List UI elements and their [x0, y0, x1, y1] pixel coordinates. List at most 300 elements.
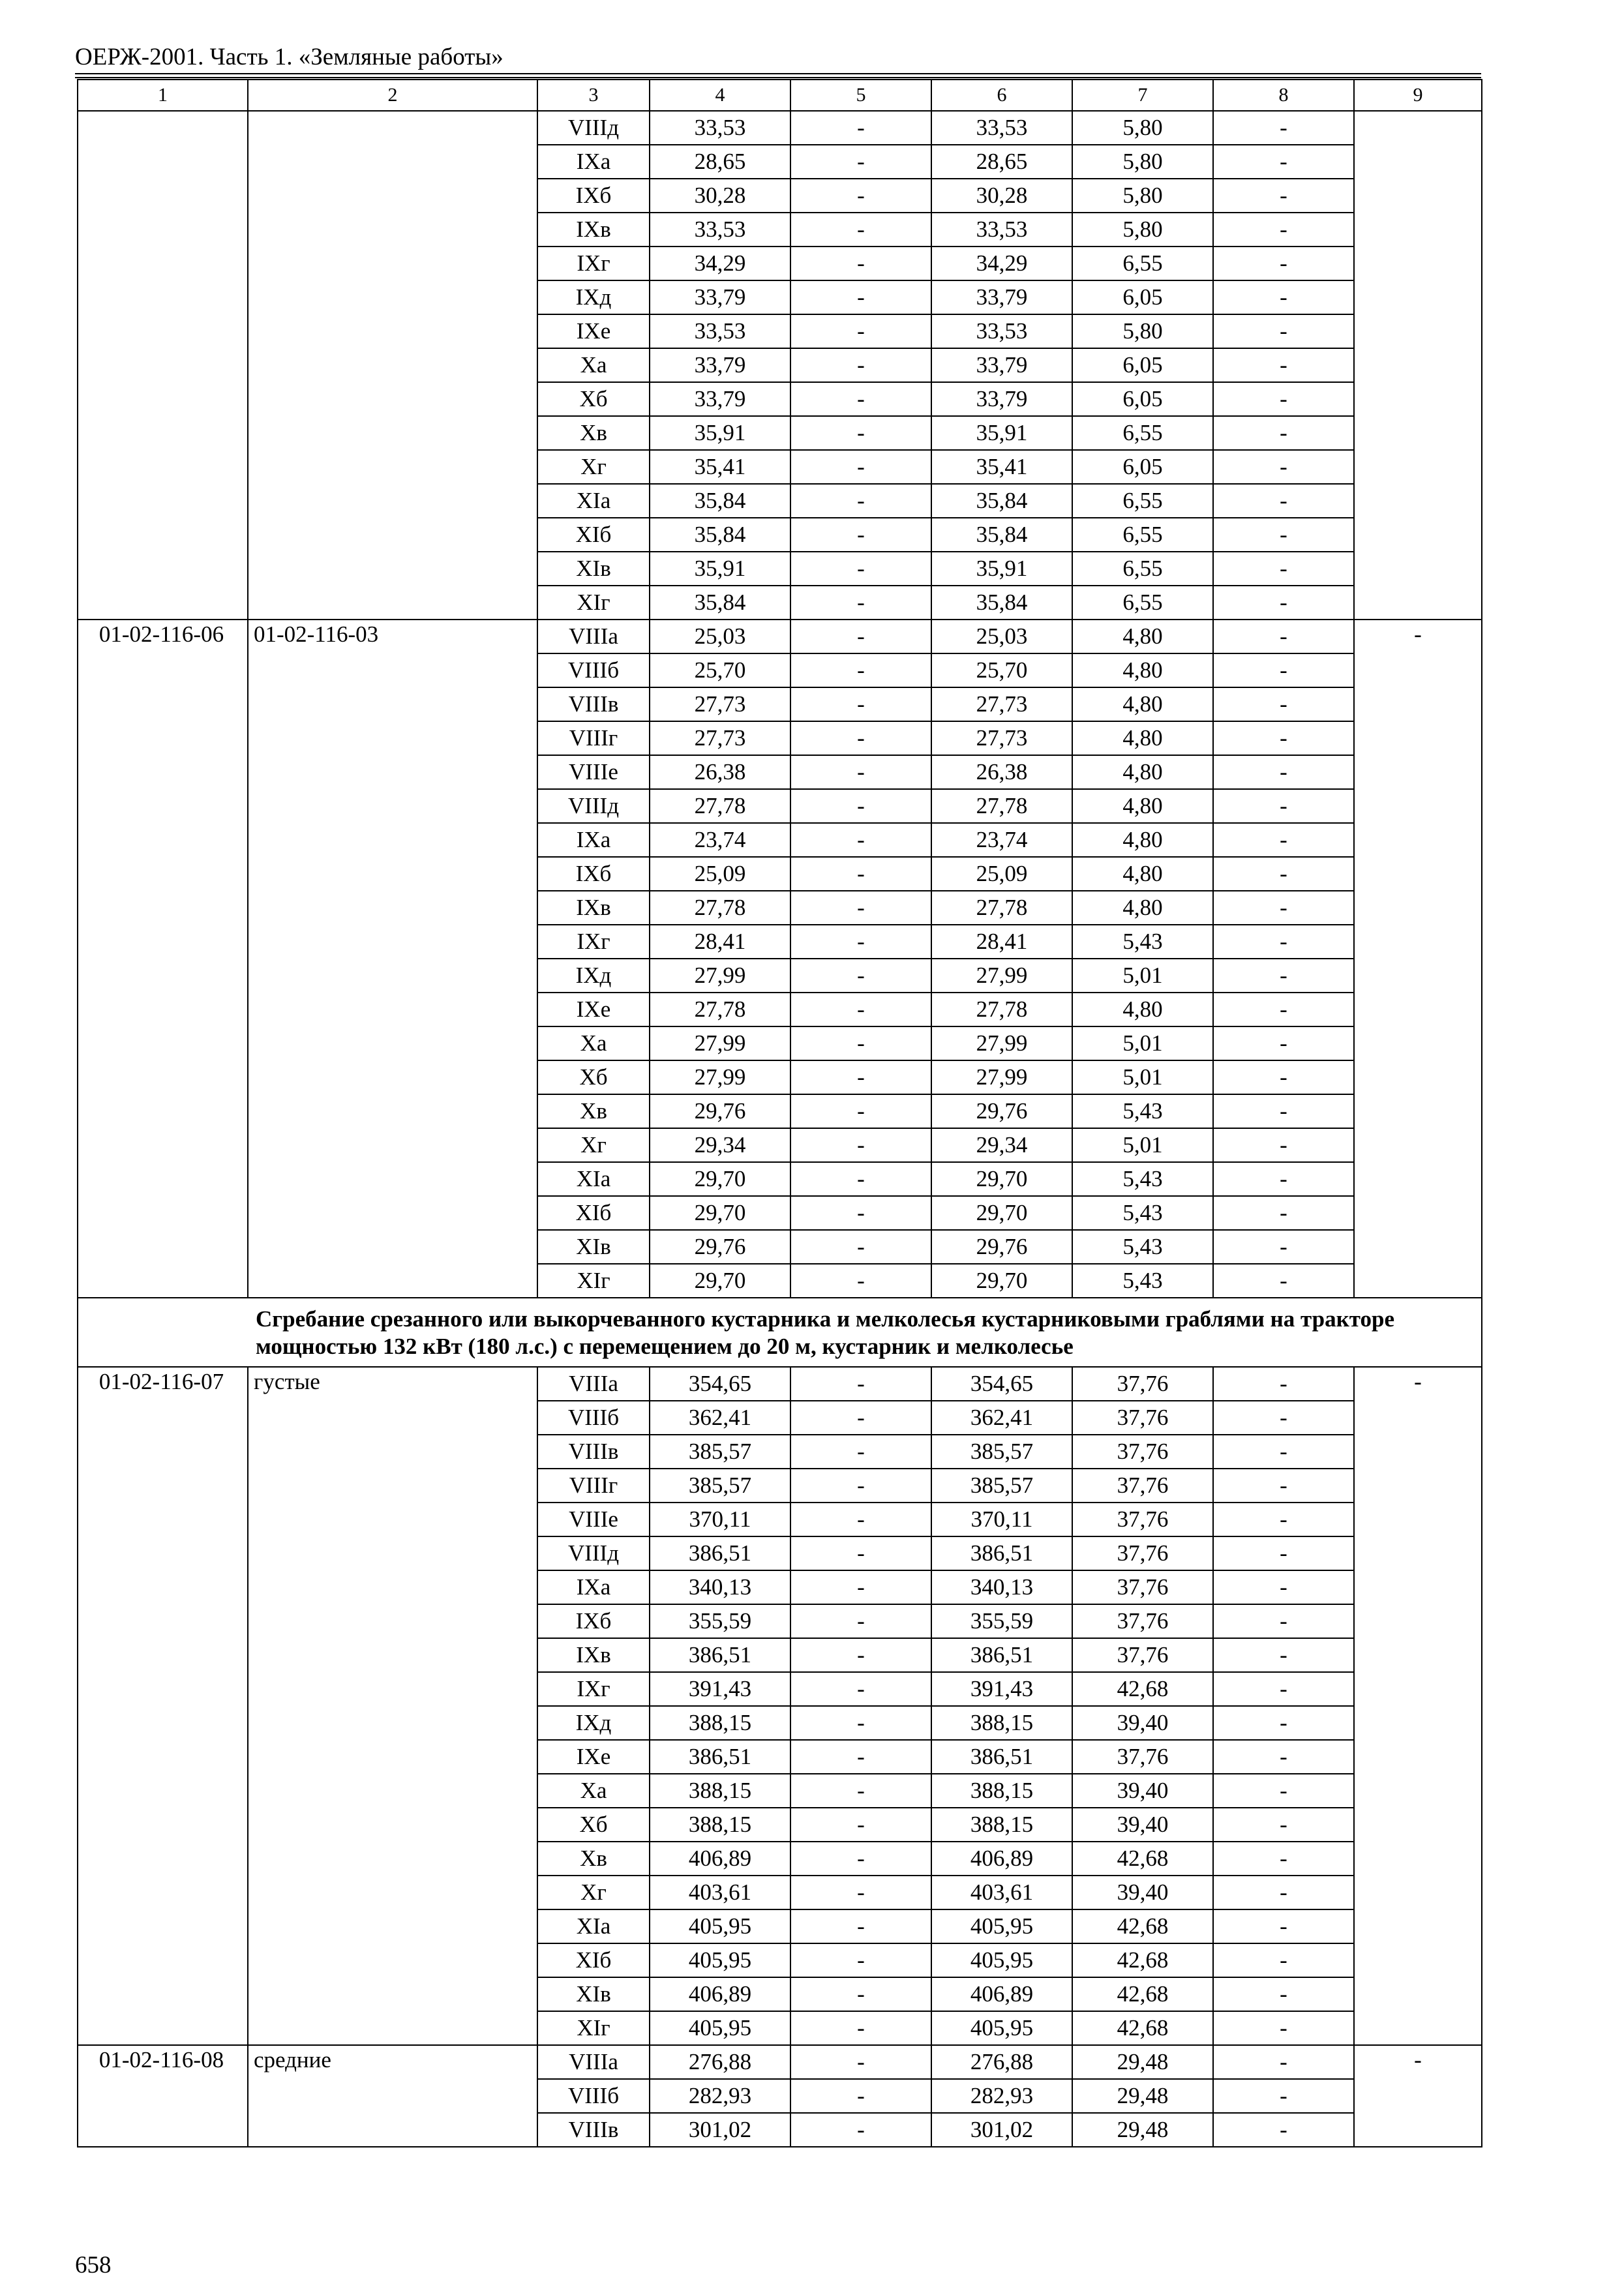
- direct-cost-cell: 406,89: [650, 1842, 790, 1876]
- wages-cell: -: [790, 1943, 931, 1977]
- materials-cell: -: [1213, 1264, 1354, 1298]
- rate-code: 01-02-116-07: [78, 1367, 248, 2045]
- wages-cell: -: [790, 213, 931, 247]
- materials-cell: -: [1213, 1570, 1354, 1604]
- direct-cost-cell: 370,11: [650, 1503, 790, 1536]
- materials-cell: -: [1213, 382, 1354, 416]
- machine-wages-cell: 6,55: [1072, 586, 1213, 620]
- machine-cost-cell: 27,99: [931, 1060, 1072, 1094]
- machine-cost-cell: 405,95: [931, 2011, 1072, 2045]
- soil-group-cell: VIIIа: [537, 1367, 650, 1401]
- soil-group-cell: XIв: [537, 1230, 650, 1264]
- wages-cell: -: [790, 1026, 931, 1060]
- machine-cost-cell: 27,73: [931, 687, 1072, 721]
- machine-wages-cell: 4,80: [1072, 891, 1213, 925]
- machine-cost-cell: 27,78: [931, 993, 1072, 1026]
- wages-cell: -: [790, 2011, 931, 2045]
- soil-group-cell: Xа: [537, 1774, 650, 1808]
- machine-wages-cell: 29,48: [1072, 2045, 1213, 2079]
- machine-wages-cell: 5,43: [1072, 1162, 1213, 1196]
- machine-wages-cell: 37,76: [1072, 1401, 1213, 1435]
- column-number: 6: [931, 80, 1072, 111]
- materials-cell: -: [1213, 1367, 1354, 1401]
- machine-cost-cell: 33,53: [931, 213, 1072, 247]
- wages-cell: -: [790, 1876, 931, 1909]
- section-heading: Сгребание срезанного или выкорчеванного кустарника и мелколесья кустарниковыми граблями на тракторе мощностью 132 кВт (180 л.с.) с перемещением до 20 м, кустарник и мелколесье: [78, 1298, 1482, 1367]
- machine-wages-cell: 6,05: [1072, 280, 1213, 314]
- wages-cell: -: [790, 280, 931, 314]
- wages-cell: -: [790, 518, 931, 552]
- soil-group-cell: Xб: [537, 382, 650, 416]
- direct-cost-cell: 33,79: [650, 280, 790, 314]
- direct-cost-cell: 391,43: [650, 1672, 790, 1706]
- wages-cell: -: [790, 382, 931, 416]
- machine-wages-cell: 42,68: [1072, 1943, 1213, 1977]
- machine-cost-cell: 35,84: [931, 586, 1072, 620]
- machine-cost-cell: 35,84: [931, 518, 1072, 552]
- materials-cell: -: [1213, 348, 1354, 382]
- machine-cost-cell: 355,59: [931, 1604, 1072, 1638]
- materials-cell: -: [1213, 1672, 1354, 1706]
- table-row: [78, 620, 1482, 653]
- soil-group-cell: VIIIб: [537, 1401, 650, 1435]
- machine-cost-cell: 386,51: [931, 1536, 1072, 1570]
- machine-cost-cell: 388,15: [931, 1706, 1072, 1740]
- header-rule-bottom: [75, 77, 1481, 78]
- soil-group-cell: Xг: [537, 1876, 650, 1909]
- materials-cell: -: [1213, 1638, 1354, 1672]
- direct-cost-cell: 25,70: [650, 653, 790, 687]
- wages-cell: -: [790, 1909, 931, 1943]
- soil-group-cell: VIIIд: [537, 111, 650, 145]
- machine-cost-cell: 29,70: [931, 1196, 1072, 1230]
- running-header: ОЕРЖ-2001. Часть 1. «Земляные работы»: [75, 44, 504, 70]
- soil-group-cell: IXд: [537, 1706, 650, 1740]
- materials-cell: -: [1213, 213, 1354, 247]
- rate-description: средние: [248, 2045, 537, 2147]
- materials-cell: -: [1213, 111, 1354, 145]
- direct-cost-cell: 33,79: [650, 348, 790, 382]
- table-row: [78, 2045, 1482, 2079]
- rate-code: [78, 111, 248, 620]
- direct-cost-cell: 35,84: [650, 484, 790, 518]
- wages-cell: -: [790, 1162, 931, 1196]
- direct-cost-cell: 27,73: [650, 721, 790, 755]
- soil-group-cell: IXв: [537, 891, 650, 925]
- machine-wages-cell: 37,76: [1072, 1367, 1213, 1401]
- machine-cost-cell: 29,70: [931, 1264, 1072, 1298]
- direct-cost-cell: 35,41: [650, 450, 790, 484]
- wages-cell: -: [790, 1977, 931, 2011]
- machine-cost-cell: 354,65: [931, 1367, 1072, 1401]
- materials-cell: -: [1213, 857, 1354, 891]
- direct-cost-cell: 35,91: [650, 416, 790, 450]
- machine-cost-cell: 27,78: [931, 891, 1072, 925]
- materials-cell: -: [1213, 620, 1354, 653]
- soil-group-cell: Xб: [537, 1808, 650, 1842]
- column-9-value: -: [1354, 1367, 1482, 2045]
- wages-cell: -: [790, 1638, 931, 1672]
- soil-group-cell: XIа: [537, 1162, 650, 1196]
- soil-group-cell: VIIIб: [537, 653, 650, 687]
- wages-cell: -: [790, 111, 931, 145]
- wages-cell: -: [790, 450, 931, 484]
- direct-cost-cell: 27,99: [650, 1026, 790, 1060]
- direct-cost-cell: 27,73: [650, 687, 790, 721]
- soil-group-cell: XIб: [537, 1196, 650, 1230]
- machine-wages-cell: 6,55: [1072, 518, 1213, 552]
- machine-cost-cell: 391,43: [931, 1672, 1072, 1706]
- machine-wages-cell: 37,76: [1072, 1740, 1213, 1774]
- soil-group-cell: Xг: [537, 450, 650, 484]
- machine-cost-cell: 385,57: [931, 1469, 1072, 1503]
- soil-group-cell: Xа: [537, 1026, 650, 1060]
- machine-wages-cell: 37,76: [1072, 1570, 1213, 1604]
- direct-cost-cell: 354,65: [650, 1367, 790, 1401]
- machine-wages-cell: 6,55: [1072, 552, 1213, 586]
- machine-wages-cell: 5,43: [1072, 1230, 1213, 1264]
- direct-cost-cell: 406,89: [650, 1977, 790, 2011]
- materials-cell: -: [1213, 416, 1354, 450]
- machine-wages-cell: 5,80: [1072, 111, 1213, 145]
- materials-cell: -: [1213, 1503, 1354, 1536]
- wages-cell: -: [790, 179, 931, 213]
- machine-cost-cell: 29,76: [931, 1094, 1072, 1128]
- direct-cost-cell: 340,13: [650, 1570, 790, 1604]
- materials-cell: -: [1213, 1706, 1354, 1740]
- direct-cost-cell: 28,41: [650, 925, 790, 959]
- materials-cell: -: [1213, 552, 1354, 586]
- direct-cost-cell: 27,99: [650, 1060, 790, 1094]
- soil-group-cell: VIIIв: [537, 687, 650, 721]
- wages-cell: -: [790, 1604, 931, 1638]
- machine-wages-cell: 6,55: [1072, 416, 1213, 450]
- machine-cost-cell: 35,84: [931, 484, 1072, 518]
- soil-group-cell: IXв: [537, 213, 650, 247]
- soil-group-cell: XIв: [537, 1977, 650, 2011]
- direct-cost-cell: 405,95: [650, 1909, 790, 1943]
- direct-cost-cell: 405,95: [650, 1943, 790, 1977]
- soil-group-cell: VIIIа: [537, 2045, 650, 2079]
- column-9-value: [1354, 111, 1482, 620]
- soil-group-cell: Xа: [537, 348, 650, 382]
- wages-cell: -: [790, 1570, 931, 1604]
- wages-cell: -: [790, 620, 931, 653]
- direct-cost-cell: 388,15: [650, 1774, 790, 1808]
- materials-cell: -: [1213, 891, 1354, 925]
- machine-cost-cell: 388,15: [931, 1774, 1072, 1808]
- materials-cell: -: [1213, 145, 1354, 179]
- soil-group-cell: VIIIа: [537, 620, 650, 653]
- norms-table: [77, 79, 1482, 2147]
- machine-wages-cell: 4,80: [1072, 823, 1213, 857]
- materials-cell: -: [1213, 1842, 1354, 1876]
- machine-cost-cell: 28,41: [931, 925, 1072, 959]
- direct-cost-cell: 30,28: [650, 179, 790, 213]
- column-number: 5: [790, 80, 931, 111]
- wages-cell: -: [790, 1230, 931, 1264]
- machine-wages-cell: 4,80: [1072, 620, 1213, 653]
- machine-wages-cell: 6,55: [1072, 247, 1213, 280]
- direct-cost-cell: 388,15: [650, 1706, 790, 1740]
- direct-cost-cell: 29,70: [650, 1264, 790, 1298]
- materials-cell: -: [1213, 993, 1354, 1026]
- soil-group-cell: XIб: [537, 518, 650, 552]
- direct-cost-cell: 27,99: [650, 959, 790, 993]
- column-number: 1: [78, 80, 248, 111]
- machine-cost-cell: 406,89: [931, 1842, 1072, 1876]
- wages-cell: -: [790, 1740, 931, 1774]
- soil-group-cell: IXа: [537, 145, 650, 179]
- machine-cost-cell: 370,11: [931, 1503, 1072, 1536]
- wages-cell: -: [790, 1401, 931, 1435]
- materials-cell: -: [1213, 1977, 1354, 2011]
- machine-cost-cell: 28,65: [931, 145, 1072, 179]
- direct-cost-cell: 33,53: [650, 314, 790, 348]
- wages-cell: -: [790, 1503, 931, 1536]
- page-number: 658: [75, 2252, 112, 2279]
- direct-cost-cell: 29,70: [650, 1162, 790, 1196]
- direct-cost-cell: 301,02: [650, 2113, 790, 2147]
- soil-group-cell: IXб: [537, 857, 650, 891]
- direct-cost-cell: 385,57: [650, 1469, 790, 1503]
- column-number: 7: [1072, 80, 1213, 111]
- soil-group-cell: XIа: [537, 1909, 650, 1943]
- column-number: 2: [248, 80, 537, 111]
- soil-group-cell: VIIIг: [537, 721, 650, 755]
- machine-cost-cell: 35,91: [931, 552, 1072, 586]
- materials-cell: -: [1213, 1943, 1354, 1977]
- direct-cost-cell: 29,70: [650, 1196, 790, 1230]
- machine-wages-cell: 37,76: [1072, 1638, 1213, 1672]
- soil-group-cell: IXг: [537, 1672, 650, 1706]
- direct-cost-cell: 29,76: [650, 1230, 790, 1264]
- machine-cost-cell: 25,70: [931, 653, 1072, 687]
- machine-wages-cell: 39,40: [1072, 1706, 1213, 1740]
- machine-cost-cell: 35,41: [931, 450, 1072, 484]
- direct-cost-cell: 27,78: [650, 789, 790, 823]
- machine-cost-cell: 33,53: [931, 111, 1072, 145]
- soil-group-cell: Xв: [537, 1842, 650, 1876]
- direct-cost-cell: 27,78: [650, 993, 790, 1026]
- machine-cost-cell: 33,79: [931, 280, 1072, 314]
- machine-wages-cell: 4,80: [1072, 993, 1213, 1026]
- direct-cost-cell: 282,93: [650, 2079, 790, 2113]
- wages-cell: -: [790, 1706, 931, 1740]
- machine-cost-cell: 406,89: [931, 1977, 1072, 2011]
- direct-cost-cell: 35,84: [650, 586, 790, 620]
- direct-cost-cell: 23,74: [650, 823, 790, 857]
- machine-wages-cell: 42,68: [1072, 1977, 1213, 2011]
- machine-cost-cell: 27,78: [931, 789, 1072, 823]
- direct-cost-cell: 403,61: [650, 1876, 790, 1909]
- materials-cell: -: [1213, 1060, 1354, 1094]
- soil-group-cell: IXг: [537, 925, 650, 959]
- materials-cell: -: [1213, 1536, 1354, 1570]
- soil-group-cell: VIIIе: [537, 1503, 650, 1536]
- soil-group-cell: IXа: [537, 823, 650, 857]
- soil-group-cell: IXб: [537, 179, 650, 213]
- materials-cell: -: [1213, 1026, 1354, 1060]
- wages-cell: -: [790, 2045, 931, 2079]
- materials-cell: -: [1213, 1909, 1354, 1943]
- wages-cell: -: [790, 1774, 931, 1808]
- wages-cell: -: [790, 145, 931, 179]
- wages-cell: -: [790, 789, 931, 823]
- machine-wages-cell: 6,55: [1072, 484, 1213, 518]
- materials-cell: -: [1213, 1128, 1354, 1162]
- direct-cost-cell: 388,15: [650, 1808, 790, 1842]
- direct-cost-cell: 35,91: [650, 552, 790, 586]
- wages-cell: -: [790, 1672, 931, 1706]
- machine-cost-cell: 29,76: [931, 1230, 1072, 1264]
- wages-cell: -: [790, 1536, 931, 1570]
- machine-wages-cell: 5,43: [1072, 925, 1213, 959]
- wages-cell: -: [790, 1842, 931, 1876]
- machine-wages-cell: 42,68: [1072, 1672, 1213, 1706]
- column-9-value: -: [1354, 620, 1482, 1298]
- materials-cell: -: [1213, 1740, 1354, 1774]
- materials-cell: -: [1213, 789, 1354, 823]
- materials-cell: -: [1213, 1435, 1354, 1469]
- machine-cost-cell: 33,79: [931, 382, 1072, 416]
- wages-cell: -: [790, 891, 931, 925]
- machine-wages-cell: 4,80: [1072, 721, 1213, 755]
- machine-wages-cell: 5,01: [1072, 1128, 1213, 1162]
- materials-cell: -: [1213, 1774, 1354, 1808]
- soil-group-cell: VIIIг: [537, 1469, 650, 1503]
- column-number: 4: [650, 80, 790, 111]
- machine-wages-cell: 5,80: [1072, 145, 1213, 179]
- machine-wages-cell: 4,80: [1072, 687, 1213, 721]
- materials-cell: -: [1213, 721, 1354, 755]
- column-number-row: [78, 80, 1482, 111]
- soil-group-cell: Xг: [537, 1128, 650, 1162]
- machine-wages-cell: 5,80: [1072, 314, 1213, 348]
- materials-cell: -: [1213, 179, 1354, 213]
- direct-cost-cell: 26,38: [650, 755, 790, 789]
- machine-cost-cell: 403,61: [931, 1876, 1072, 1909]
- direct-cost-cell: 33,53: [650, 111, 790, 145]
- wages-cell: -: [790, 925, 931, 959]
- machine-cost-cell: 276,88: [931, 2045, 1072, 2079]
- machine-cost-cell: 26,38: [931, 755, 1072, 789]
- machine-wages-cell: 5,43: [1072, 1094, 1213, 1128]
- column-number: 9: [1354, 80, 1482, 111]
- machine-cost-cell: 27,99: [931, 1026, 1072, 1060]
- direct-cost-cell: 33,79: [650, 382, 790, 416]
- wages-cell: -: [790, 1060, 931, 1094]
- direct-cost-cell: 27,78: [650, 891, 790, 925]
- machine-wages-cell: 6,05: [1072, 382, 1213, 416]
- machine-wages-cell: 39,40: [1072, 1774, 1213, 1808]
- machine-wages-cell: 5,80: [1072, 179, 1213, 213]
- materials-cell: -: [1213, 280, 1354, 314]
- materials-cell: -: [1213, 1230, 1354, 1264]
- wages-cell: -: [790, 1435, 931, 1469]
- machine-cost-cell: 385,57: [931, 1435, 1072, 1469]
- materials-cell: -: [1213, 687, 1354, 721]
- wages-cell: -: [790, 586, 931, 620]
- soil-group-cell: XIб: [537, 1943, 650, 1977]
- machine-cost-cell: 282,93: [931, 2079, 1072, 2113]
- machine-cost-cell: 33,53: [931, 314, 1072, 348]
- column-number: 8: [1213, 80, 1354, 111]
- machine-cost-cell: 388,15: [931, 1808, 1072, 1842]
- direct-cost-cell: 33,53: [650, 213, 790, 247]
- materials-cell: -: [1213, 1876, 1354, 1909]
- direct-cost-cell: 35,84: [650, 518, 790, 552]
- materials-cell: -: [1213, 823, 1354, 857]
- soil-group-cell: VIIIд: [537, 1536, 650, 1570]
- soil-group-cell: XIг: [537, 1264, 650, 1298]
- header-rule-top: [75, 73, 1481, 74]
- soil-group-cell: XIг: [537, 586, 650, 620]
- machine-wages-cell: 5,01: [1072, 1060, 1213, 1094]
- machine-cost-cell: 362,41: [931, 1401, 1072, 1435]
- soil-group-cell: Xв: [537, 416, 650, 450]
- soil-group-cell: IXд: [537, 959, 650, 993]
- soil-group-cell: IXд: [537, 280, 650, 314]
- direct-cost-cell: 355,59: [650, 1604, 790, 1638]
- direct-cost-cell: 362,41: [650, 1401, 790, 1435]
- soil-group-cell: IXб: [537, 1604, 650, 1638]
- soil-group-cell: IXе: [537, 314, 650, 348]
- wages-cell: -: [790, 653, 931, 687]
- materials-cell: -: [1213, 2045, 1354, 2079]
- rate-description: [248, 111, 537, 620]
- soil-group-cell: VIIIв: [537, 1435, 650, 1469]
- machine-wages-cell: 42,68: [1072, 2011, 1213, 2045]
- machine-cost-cell: 405,95: [931, 1909, 1072, 1943]
- materials-cell: -: [1213, 1162, 1354, 1196]
- machine-cost-cell: 35,91: [931, 416, 1072, 450]
- rate-description: густые: [248, 1367, 537, 2045]
- soil-group-cell: VIIIе: [537, 755, 650, 789]
- wages-cell: -: [790, 857, 931, 891]
- direct-cost-cell: 29,76: [650, 1094, 790, 1128]
- wages-cell: -: [790, 823, 931, 857]
- materials-cell: -: [1213, 2113, 1354, 2147]
- materials-cell: -: [1213, 755, 1354, 789]
- soil-group-cell: IXг: [537, 247, 650, 280]
- machine-wages-cell: 6,05: [1072, 450, 1213, 484]
- wages-cell: -: [790, 552, 931, 586]
- machine-wages-cell: 6,05: [1072, 348, 1213, 382]
- machine-wages-cell: 37,76: [1072, 1604, 1213, 1638]
- wages-cell: -: [790, 247, 931, 280]
- section-heading-row: [78, 1298, 1482, 1367]
- wages-cell: -: [790, 416, 931, 450]
- machine-wages-cell: 37,76: [1072, 1536, 1213, 1570]
- materials-cell: -: [1213, 1196, 1354, 1230]
- wages-cell: -: [790, 348, 931, 382]
- machine-cost-cell: 33,79: [931, 348, 1072, 382]
- machine-wages-cell: 39,40: [1072, 1808, 1213, 1842]
- soil-group-cell: XIа: [537, 484, 650, 518]
- wages-cell: -: [790, 1128, 931, 1162]
- wages-cell: -: [790, 1264, 931, 1298]
- materials-cell: -: [1213, 247, 1354, 280]
- machine-wages-cell: 37,76: [1072, 1469, 1213, 1503]
- materials-cell: -: [1213, 1401, 1354, 1435]
- table-row: [78, 1367, 1482, 1401]
- machine-cost-cell: 23,74: [931, 823, 1072, 857]
- wages-cell: -: [790, 721, 931, 755]
- machine-cost-cell: 405,95: [931, 1943, 1072, 1977]
- machine-cost-cell: 34,29: [931, 247, 1072, 280]
- machine-wages-cell: 29,48: [1072, 2113, 1213, 2147]
